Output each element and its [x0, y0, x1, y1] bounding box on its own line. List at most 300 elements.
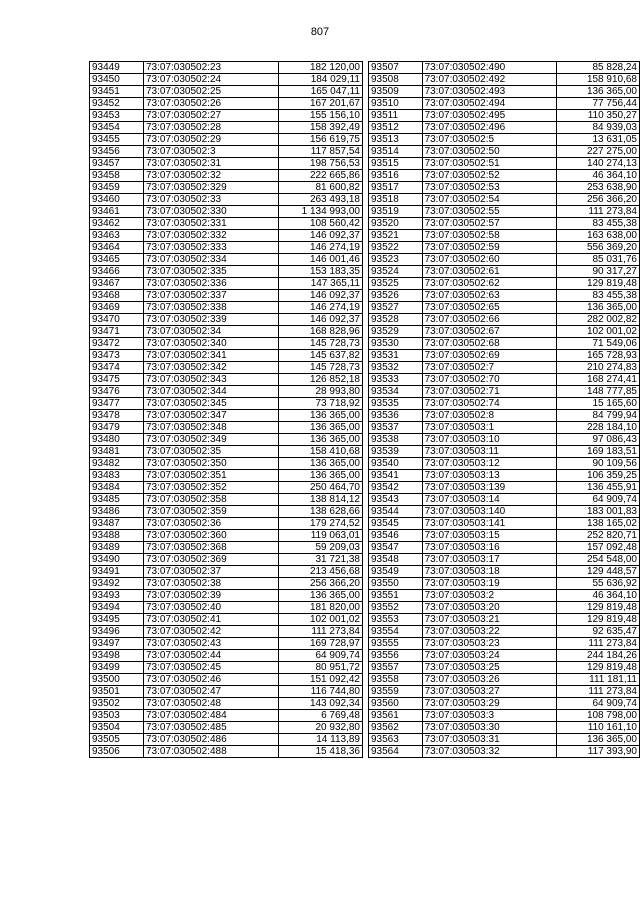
table-row: [369, 650, 640, 662]
table-row: [369, 206, 640, 218]
table-row: [369, 542, 640, 554]
row-number-cell: 93541: [369, 470, 423, 482]
table-row: [90, 266, 363, 278]
value-cell: 138 814,12: [279, 494, 363, 506]
value-cell: 102 001,02: [556, 326, 639, 338]
row-number-cell: 93544: [369, 506, 423, 518]
table-row: [90, 350, 363, 362]
row-number-cell: 93493: [90, 590, 144, 602]
table-row: [90, 134, 363, 146]
cadastral-number-cell: 73:07:030502:31: [144, 158, 279, 170]
row-number-cell: 93505: [90, 734, 144, 746]
value-cell: 146 274,19: [279, 302, 363, 314]
row-number-cell: 93525: [369, 278, 423, 290]
table-row: [90, 686, 363, 698]
row-number-cell: 93494: [90, 602, 144, 614]
table-row: [369, 134, 640, 146]
row-number-cell: 93457: [90, 158, 144, 170]
cadastral-number-cell: 73:07:030502:43: [144, 638, 279, 650]
value-cell: 156 619,75: [279, 134, 363, 146]
table-row: [369, 518, 640, 530]
cadastral-number-cell: 73:07:030503:14: [422, 494, 556, 506]
row-number-cell: 93467: [90, 278, 144, 290]
cadastral-number-cell: 73:07:030503:12: [422, 458, 556, 470]
value-cell: 108 560,42: [279, 218, 363, 230]
table-row: [369, 482, 640, 494]
row-number-cell: 93517: [369, 182, 423, 194]
table-row: [90, 578, 363, 590]
table-row: [369, 674, 640, 686]
value-cell: 92 635,47: [556, 626, 639, 638]
table-row: [90, 506, 363, 518]
value-cell: 90 109,56: [556, 458, 639, 470]
cadastral-number-cell: 73:07:030502:60: [422, 254, 556, 266]
table-row: [369, 638, 640, 650]
row-number-cell: 93550: [369, 578, 423, 590]
cadastral-number-cell: 73:07:030503:27: [422, 686, 556, 698]
cadastral-number-cell: 73:07:030503:32: [422, 746, 556, 758]
row-number-cell: 93451: [90, 86, 144, 98]
table-row: [90, 422, 363, 434]
table-row: [369, 290, 640, 302]
table-row: [369, 494, 640, 506]
value-cell: 138 165,02: [556, 518, 639, 530]
row-number-cell: 93480: [90, 434, 144, 446]
value-cell: 163 638,00: [556, 230, 639, 242]
cadastral-number-cell: 73:07:030502:65: [422, 302, 556, 314]
row-number-cell: 93486: [90, 506, 144, 518]
value-cell: 90 317,27: [556, 266, 639, 278]
cadastral-number-cell: 73:07:030502:54: [422, 194, 556, 206]
row-number-cell: 93535: [369, 398, 423, 410]
value-cell: 111 273,84: [556, 686, 639, 698]
row-number-cell: 93559: [369, 686, 423, 698]
table-row: [90, 338, 363, 350]
cadastral-number-cell: 73:07:030502:50: [422, 146, 556, 158]
row-number-cell: 93498: [90, 650, 144, 662]
cadastral-number-cell: 73:07:030502:349: [144, 434, 279, 446]
row-number-cell: 93508: [369, 74, 423, 86]
table-row: [90, 638, 363, 650]
table-row: [369, 110, 640, 122]
table-row: [369, 554, 640, 566]
value-cell: 28 993,80: [279, 386, 363, 398]
value-cell: 97 086,43: [556, 434, 639, 446]
table-row: [90, 746, 363, 758]
value-cell: 167 201,67: [279, 98, 363, 110]
table-row: [369, 326, 640, 338]
value-cell: 256 366,20: [556, 194, 639, 206]
value-cell: 136 365,00: [279, 410, 363, 422]
table-row: [369, 506, 640, 518]
cadastral-number-cell: 73:07:030502:332: [144, 230, 279, 242]
row-number-cell: 93503: [90, 710, 144, 722]
value-cell: 147 365,11: [279, 278, 363, 290]
cadastral-number-cell: 73:07:030502:37: [144, 566, 279, 578]
row-number-cell: 93526: [369, 290, 423, 302]
row-number-cell: 93478: [90, 410, 144, 422]
row-number-cell: 93514: [369, 146, 423, 158]
table-row: [90, 182, 363, 194]
row-number-cell: 93470: [90, 314, 144, 326]
cadastral-number-cell: 73:07:030502:337: [144, 290, 279, 302]
cadastral-number-cell: 73:07:030502:496: [422, 122, 556, 134]
cadastral-number-cell: 73:07:030502:24: [144, 74, 279, 86]
value-cell: 158 392,49: [279, 122, 363, 134]
row-number-cell: 93522: [369, 242, 423, 254]
row-number-cell: 93512: [369, 122, 423, 134]
row-number-cell: 93530: [369, 338, 423, 350]
row-number-cell: 93543: [369, 494, 423, 506]
value-cell: 556 369,20: [556, 242, 639, 254]
cadastral-number-cell: 73:07:030502:350: [144, 458, 279, 470]
row-number-cell: 93548: [369, 554, 423, 566]
value-cell: 254 548,00: [556, 554, 639, 566]
value-cell: 136 455,91: [556, 482, 639, 494]
value-cell: 182 120,00: [279, 62, 363, 74]
value-cell: 250 464,70: [279, 482, 363, 494]
cadastral-number-cell: 73:07:030502:66: [422, 314, 556, 326]
row-number-cell: 93458: [90, 170, 144, 182]
table-row: [90, 194, 363, 206]
table-row: [369, 182, 640, 194]
value-cell: 55 636,92: [556, 578, 639, 590]
table-row: [369, 242, 640, 254]
value-cell: 153 183,35: [279, 266, 363, 278]
row-number-cell: 93536: [369, 410, 423, 422]
table-row: [369, 626, 640, 638]
value-cell: 108 798,00: [556, 710, 639, 722]
cadastral-number-cell: 73:07:030503:139: [422, 482, 556, 494]
cadastral-number-cell: 73:07:030502:69: [422, 350, 556, 362]
cadastral-number-cell: 73:07:030502:71: [422, 386, 556, 398]
table-row: [369, 338, 640, 350]
row-number-cell: 93556: [369, 650, 423, 662]
value-cell: 111 273,84: [279, 626, 363, 638]
cadastral-number-cell: 73:07:030503:13: [422, 470, 556, 482]
cadastral-number-cell: 73:07:030502:74: [422, 398, 556, 410]
cadastral-number-cell: 73:07:030502:493: [422, 86, 556, 98]
row-number-cell: 93561: [369, 710, 423, 722]
value-cell: 169 728,97: [279, 638, 363, 650]
table-row: [90, 518, 363, 530]
table-row: [90, 446, 363, 458]
table-row: [369, 362, 640, 374]
table-row: [90, 722, 363, 734]
table-row: [369, 398, 640, 410]
row-number-cell: 93502: [90, 698, 144, 710]
table-row: [90, 302, 363, 314]
cadastral-number-cell: 73:07:030503:21: [422, 614, 556, 626]
table-row: [369, 446, 640, 458]
value-cell: 145 728,73: [279, 362, 363, 374]
value-cell: 81 600,82: [279, 182, 363, 194]
cadastral-number-cell: 73:07:030502:345: [144, 398, 279, 410]
row-number-cell: 93496: [90, 626, 144, 638]
row-number-cell: 93533: [369, 374, 423, 386]
table-row: [369, 710, 640, 722]
cadastral-number-cell: 73:07:030502:352: [144, 482, 279, 494]
table-row: [90, 662, 363, 674]
row-number-cell: 93518: [369, 194, 423, 206]
value-cell: 179 274,52: [279, 518, 363, 530]
row-number-cell: 93549: [369, 566, 423, 578]
cadastral-number-cell: 73:07:030502:57: [422, 218, 556, 230]
row-number-cell: 93455: [90, 134, 144, 146]
cadastral-number-cell: 73:07:030503:25: [422, 662, 556, 674]
value-cell: 20 932,80: [279, 722, 363, 734]
value-cell: 64 909,74: [279, 650, 363, 662]
cadastral-number-cell: 73:07:030502:40: [144, 602, 279, 614]
row-number-cell: 93450: [90, 74, 144, 86]
cadastral-number-cell: 73:07:030502:62: [422, 278, 556, 290]
value-cell: 64 909,74: [556, 494, 639, 506]
cadastral-number-cell: 73:07:030503:29: [422, 698, 556, 710]
cadastral-number-cell: 73:07:030502:59: [422, 242, 556, 254]
value-cell: 46 364,10: [556, 590, 639, 602]
cadastral-number-cell: 73:07:030503:20: [422, 602, 556, 614]
value-cell: 183 001,83: [556, 506, 639, 518]
cadastral-number-cell: 73:07:030502:28: [144, 122, 279, 134]
value-cell: 168 828,96: [279, 326, 363, 338]
row-number-cell: 93519: [369, 206, 423, 218]
value-cell: 73 718,92: [279, 398, 363, 410]
value-cell: 158 910,68: [556, 74, 639, 86]
value-cell: 146 092,37: [279, 230, 363, 242]
row-number-cell: 93500: [90, 674, 144, 686]
row-number-cell: 93456: [90, 146, 144, 158]
value-cell: 85 828,24: [556, 62, 639, 74]
value-cell: 145 637,82: [279, 350, 363, 362]
page-number: 807: [310, 26, 330, 38]
table-row: [369, 686, 640, 698]
row-number-cell: 93473: [90, 350, 144, 362]
value-cell: 157 092,48: [556, 542, 639, 554]
row-number-cell: 93524: [369, 266, 423, 278]
value-cell: 263 493,18: [279, 194, 363, 206]
value-cell: 14 113,89: [279, 734, 363, 746]
value-cell: 136 365,00: [556, 734, 639, 746]
value-cell: 184 029,11: [279, 74, 363, 86]
table-row: [90, 614, 363, 626]
table-row: [90, 698, 363, 710]
row-number-cell: 93488: [90, 530, 144, 542]
table-row: [90, 206, 363, 218]
value-cell: 146 274,19: [279, 242, 363, 254]
table-row: [369, 734, 640, 746]
value-cell: 110 350,27: [556, 110, 639, 122]
value-cell: 198 756,53: [279, 158, 363, 170]
table-row: [369, 314, 640, 326]
cadastral-number-cell: 73:07:030503:16: [422, 542, 556, 554]
cadastral-number-cell: 73:07:030502:5: [422, 134, 556, 146]
value-cell: 46 364,10: [556, 170, 639, 182]
table-row: [90, 710, 363, 722]
cadastral-number-cell: 73:07:030502:336: [144, 278, 279, 290]
value-cell: 138 628,66: [279, 506, 363, 518]
table-row: [90, 590, 363, 602]
cadastral-number-cell: 73:07:030502:67: [422, 326, 556, 338]
value-cell: 117 857,54: [279, 146, 363, 158]
row-number-cell: 93497: [90, 638, 144, 650]
cadastral-number-cell: 73:07:030502:23: [144, 62, 279, 74]
row-number-cell: 93513: [369, 134, 423, 146]
cadastral-number-cell: 73:07:030502:339: [144, 314, 279, 326]
cadastral-number-cell: 73:07:030502:53: [422, 182, 556, 194]
table-row: [90, 566, 363, 578]
table-row: [90, 62, 363, 74]
cadastral-number-cell: 73:07:030502:488: [144, 746, 279, 758]
table-row: [90, 146, 363, 158]
row-number-cell: 93487: [90, 518, 144, 530]
cadastral-number-cell: 73:07:030502:338: [144, 302, 279, 314]
value-cell: 111 273,84: [556, 638, 639, 650]
row-number-cell: 93453: [90, 110, 144, 122]
table-row: [90, 398, 363, 410]
cadastral-number-cell: 73:07:030502:347: [144, 410, 279, 422]
row-number-cell: 93475: [90, 374, 144, 386]
table-row: [369, 746, 640, 758]
row-number-cell: 93461: [90, 206, 144, 218]
table-row: [369, 722, 640, 734]
value-cell: 106 359,25: [556, 470, 639, 482]
cadastral-number-cell: 73:07:030503:10: [422, 434, 556, 446]
cadastral-number-cell: 73:07:030503:22: [422, 626, 556, 638]
cadastral-number-cell: 73:07:030502:36: [144, 518, 279, 530]
cadastral-number-cell: 73:07:030502:495: [422, 110, 556, 122]
cadastral-number-cell: 73:07:030502:359: [144, 506, 279, 518]
row-number-cell: 93527: [369, 302, 423, 314]
cadastral-number-cell: 73:07:030502:25: [144, 86, 279, 98]
row-number-cell: 93546: [369, 530, 423, 542]
cadastral-number-cell: 73:07:030502:485: [144, 722, 279, 734]
table-row: [90, 218, 363, 230]
table-row: [90, 734, 363, 746]
value-cell: 227 275,00: [556, 146, 639, 158]
row-number-cell: 93558: [369, 674, 423, 686]
value-cell: 59 209,03: [279, 542, 363, 554]
value-cell: 210 274,83: [556, 362, 639, 374]
value-cell: 85 031,76: [556, 254, 639, 266]
row-number-cell: 93466: [90, 266, 144, 278]
cadastral-number-cell: 73:07:030502:47: [144, 686, 279, 698]
table-row: [90, 110, 363, 122]
value-cell: 84 799,94: [556, 410, 639, 422]
value-cell: 129 819,48: [556, 614, 639, 626]
value-cell: 146 092,37: [279, 314, 363, 326]
cadastral-number-cell: 73:07:030503:24: [422, 650, 556, 662]
table-row: [90, 74, 363, 86]
cadastral-number-cell: 73:07:030502:58: [422, 230, 556, 242]
value-cell: 1 134 993,00: [279, 206, 363, 218]
cadastral-number-cell: 73:07:030502:329: [144, 182, 279, 194]
value-cell: 31 721,38: [279, 554, 363, 566]
cadastral-number-cell: 73:07:030502:42: [144, 626, 279, 638]
cadastral-number-cell: 73:07:030502:344: [144, 386, 279, 398]
value-cell: 6 769,48: [279, 710, 363, 722]
value-cell: 136 365,00: [279, 434, 363, 446]
cadastral-number-cell: 73:07:030502:63: [422, 290, 556, 302]
table-row: [90, 362, 363, 374]
cadastral-number-cell: 73:07:030502:34: [144, 326, 279, 338]
value-cell: 102 001,02: [279, 614, 363, 626]
cadastral-number-cell: 73:07:030502:351: [144, 470, 279, 482]
cadastral-number-cell: 73:07:030502:490: [422, 62, 556, 74]
value-cell: 126 852,18: [279, 374, 363, 386]
cadastral-number-cell: 73:07:030502:330: [144, 206, 279, 218]
cadastral-number-cell: 73:07:030502:48: [144, 698, 279, 710]
value-cell: 136 365,00: [279, 590, 363, 602]
row-number-cell: 93499: [90, 662, 144, 674]
row-number-cell: 93483: [90, 470, 144, 482]
cadastral-number-cell: 73:07:030502:358: [144, 494, 279, 506]
table-row: [90, 242, 363, 254]
cadastral-number-cell: 73:07:030502:486: [144, 734, 279, 746]
row-number-cell: 93529: [369, 326, 423, 338]
table-row: [369, 350, 640, 362]
row-number-cell: 93534: [369, 386, 423, 398]
value-cell: 129 819,48: [556, 602, 639, 614]
table-row: [90, 626, 363, 638]
row-number-cell: 93479: [90, 422, 144, 434]
row-number-cell: 93563: [369, 734, 423, 746]
table-row: [369, 230, 640, 242]
row-number-cell: 93507: [369, 62, 423, 74]
row-number-cell: 93552: [369, 602, 423, 614]
value-cell: 146 001,46: [279, 254, 363, 266]
row-number-cell: 93539: [369, 446, 423, 458]
row-number-cell: 93449: [90, 62, 144, 74]
row-number-cell: 93463: [90, 230, 144, 242]
row-number-cell: 93468: [90, 290, 144, 302]
row-number-cell: 93540: [369, 458, 423, 470]
row-number-cell: 93501: [90, 686, 144, 698]
value-cell: 15 418,36: [279, 746, 363, 758]
cadastral-number-cell: 73:07:030503:15: [422, 530, 556, 542]
cadastral-number-cell: 73:07:030503:17: [422, 554, 556, 566]
row-number-cell: 93481: [90, 446, 144, 458]
value-cell: 129 819,48: [556, 662, 639, 674]
cadastral-number-cell: 73:07:030502:341: [144, 350, 279, 362]
value-cell: 181 820,00: [279, 602, 363, 614]
row-number-cell: 93562: [369, 722, 423, 734]
value-cell: 222 665,86: [279, 170, 363, 182]
cadastral-number-cell: 73:07:030502:492: [422, 74, 556, 86]
row-number-cell: 93510: [369, 98, 423, 110]
value-cell: 165 047,11: [279, 86, 363, 98]
row-number-cell: 93521: [369, 230, 423, 242]
row-number-cell: 93560: [369, 698, 423, 710]
value-cell: 136 365,00: [279, 470, 363, 482]
row-number-cell: 93547: [369, 542, 423, 554]
table-row: [369, 578, 640, 590]
table-row: [369, 614, 640, 626]
cadastral-number-cell: 73:07:030502:41: [144, 614, 279, 626]
table-row: [90, 326, 363, 338]
table-row: [369, 386, 640, 398]
table-row: [369, 158, 640, 170]
row-number-cell: 93492: [90, 578, 144, 590]
row-number-cell: 93462: [90, 218, 144, 230]
value-cell: 129 448,57: [556, 566, 639, 578]
row-number-cell: 93520: [369, 218, 423, 230]
table-row: [369, 590, 640, 602]
cadastral-number-cell: 73:07:030503:3: [422, 710, 556, 722]
value-cell: 129 819,48: [556, 278, 639, 290]
row-number-cell: 93515: [369, 158, 423, 170]
cadastral-number-cell: 73:07:030502:61: [422, 266, 556, 278]
row-number-cell: 93509: [369, 86, 423, 98]
